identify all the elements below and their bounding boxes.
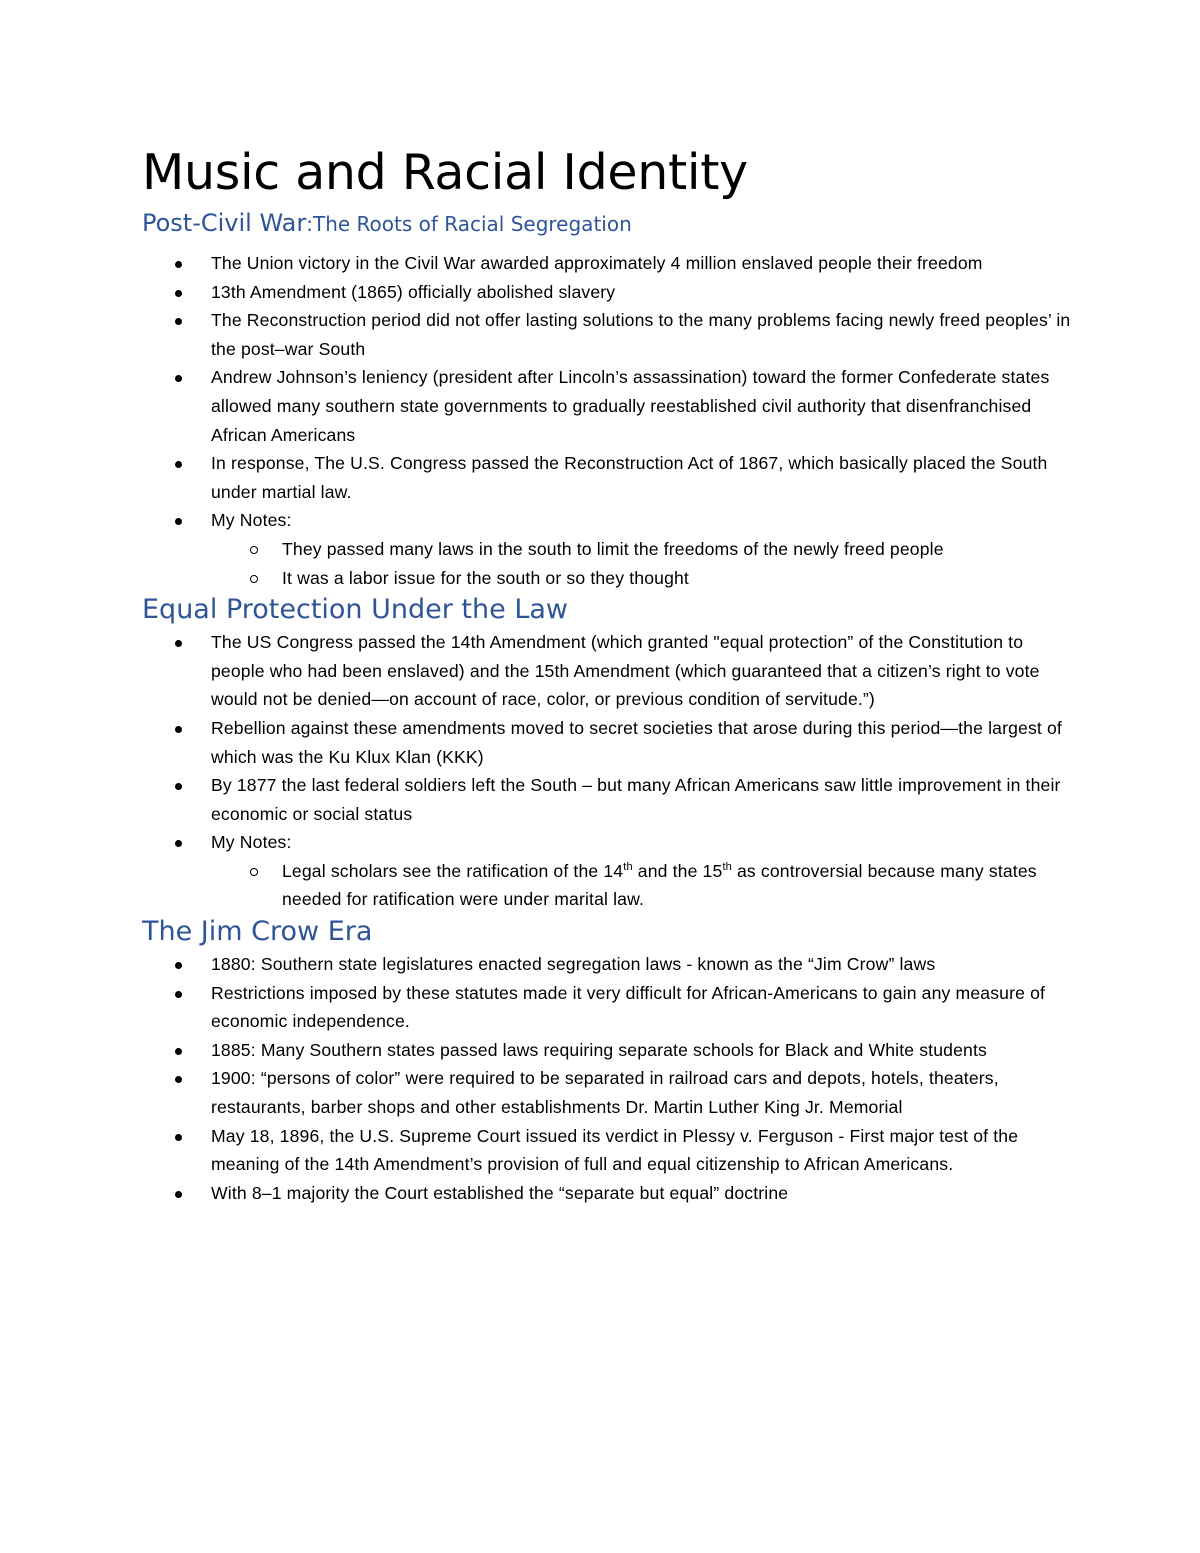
subtitle-main: Post-Civil War — [142, 209, 307, 237]
bullet-icon — [175, 640, 182, 647]
list-item-notes — [142, 506, 1072, 592]
superscript-th: th — [623, 861, 633, 874]
list-item-text: Restrictions imposed by these statutes made it very difficult for African-Americans to gain any measure of economic independence. — [211, 982, 1046, 1032]
notes-sublist — [211, 535, 1072, 592]
bullet-icon — [175, 518, 182, 525]
bullet-icon — [175, 783, 182, 790]
list-item-text: In response, The U.S. Congress passed the Reconstruction Act of 1867, which basically placed the South under martial law. — [211, 453, 1048, 502]
list-item — [142, 771, 1072, 828]
list-item — [142, 950, 1072, 979]
list-item — [142, 249, 1072, 278]
document-subtitle — [142, 206, 1072, 241]
circle-bullet-icon — [250, 546, 258, 554]
section-2-list — [142, 628, 1072, 914]
superscript-th: th — [722, 861, 732, 874]
bullet-icon — [175, 962, 182, 969]
sublist-item — [211, 564, 1072, 593]
list-item-text: The US Congress passed the 14th Amendment (which granted "equal protection” of the Constitution to people who had been enslaved) and the 15th Amendment (which guaranteed that a citizen’s right to vote would not be denied—on account of race, color, or previous condition of servitude.”) — [211, 632, 1040, 710]
subtitle-rest: :The Roots of Racial Segregation — [306, 212, 632, 236]
bullet-icon — [175, 261, 182, 268]
list-item-text: 13th Amendment (1865) officially abolished slavery — [211, 281, 616, 302]
list-item — [142, 1122, 1072, 1179]
list-item — [142, 278, 1072, 307]
list-item — [142, 1179, 1072, 1208]
sublist-item-text: They passed many laws in the south to limit the freedoms of the newly freed people — [282, 538, 944, 559]
list-item-text: By 1877 the last federal soldiers left the South – but many African Americans saw little improvement in their economic or social status — [211, 775, 1061, 824]
list-item-text: With 8–1 majority the Court established the “separate but equal” doctrine — [211, 1182, 789, 1203]
list-item — [142, 1064, 1072, 1121]
document-title: Music and Racial Identity — [142, 144, 748, 201]
list-item — [142, 1036, 1072, 1065]
bullet-icon — [175, 1076, 182, 1083]
list-item-text: The Reconstruction period did not offer lasting solutions to the many problems facing newly freed peoples’ in the post–war South — [211, 310, 1071, 359]
note-text-1: Legal scholars see the ratification of the 14 — [282, 860, 624, 881]
list-item-text: The Union victory in the Civil War awarded approximately 4 million enslaved people their freedom — [211, 253, 983, 273]
list-item-notes — [142, 828, 1072, 914]
note-text-3: as controversial because many states needed for ratification were under marital law. — [282, 860, 1037, 910]
sublist-item — [211, 857, 1072, 914]
list-item — [142, 306, 1072, 363]
list-item-text: 1880: Southern state legislatures enacted segregation laws - known as the “Jim Crow” laws — [211, 954, 936, 975]
bullet-icon — [175, 1048, 182, 1055]
sublist-item-text: It was a labor issue for the south or so they thought — [282, 567, 689, 588]
sublist-item — [211, 535, 1072, 564]
list-item — [142, 714, 1072, 771]
bullet-icon — [175, 290, 182, 297]
section-heading-jim-crow: The Jim Crow Era — [142, 916, 373, 948]
list-item-text: Andrew Johnson’s leniency (president after Lincoln’s assassination) toward the former Confederate states allowed many southern state governments to gradually reestablished civil authority that disenfranchised African Americans — [211, 367, 1050, 445]
bullet-icon — [175, 375, 182, 382]
list-item — [142, 449, 1072, 506]
section-heading-equal-protection: Equal Protection Under the Law — [142, 594, 568, 626]
circle-bullet-icon — [250, 575, 258, 583]
section-3-list — [142, 950, 1072, 1207]
bullet-icon — [175, 726, 182, 733]
section-1-list — [142, 249, 1072, 592]
notes-label: My Notes: — [211, 510, 292, 531]
bullet-icon — [175, 991, 182, 998]
document-page — [142, 140, 1072, 1207]
list-item — [142, 363, 1072, 449]
bullet-icon — [175, 1134, 182, 1141]
list-item-text: Rebellion against these amendments moved to secret societies that arose during this period—the largest of which was the Ku Klux Klan (KKK) — [211, 717, 1062, 767]
bullet-icon — [175, 840, 182, 847]
list-item-text: May 18, 1896, the U.S. Supreme Court issued its verdict in Plessy v. Ferguson - First major test of the meaning of the 14th Amendment’s provision of full and equal citizenship to African Americans. — [211, 1125, 1019, 1175]
bullet-icon — [175, 461, 182, 468]
notes-label: My Notes: — [211, 832, 292, 853]
notes-sublist — [211, 857, 1072, 914]
circle-bullet-icon — [250, 868, 258, 876]
note-text-2: and the 15 — [632, 860, 723, 881]
bullet-icon — [175, 318, 182, 325]
list-item-text: 1885: Many Southern states passed laws requiring separate schools for Black and White students — [211, 1039, 987, 1060]
list-item — [142, 628, 1072, 714]
list-item-text: 1900: “persons of color” were required to be separated in railroad cars and depots, hotels, theaters, restaurants, barber shops and other establishments Dr. Martin Luther King Jr. Memorial — [211, 1068, 999, 1118]
list-item — [142, 979, 1072, 1036]
bullet-icon — [175, 1191, 182, 1198]
